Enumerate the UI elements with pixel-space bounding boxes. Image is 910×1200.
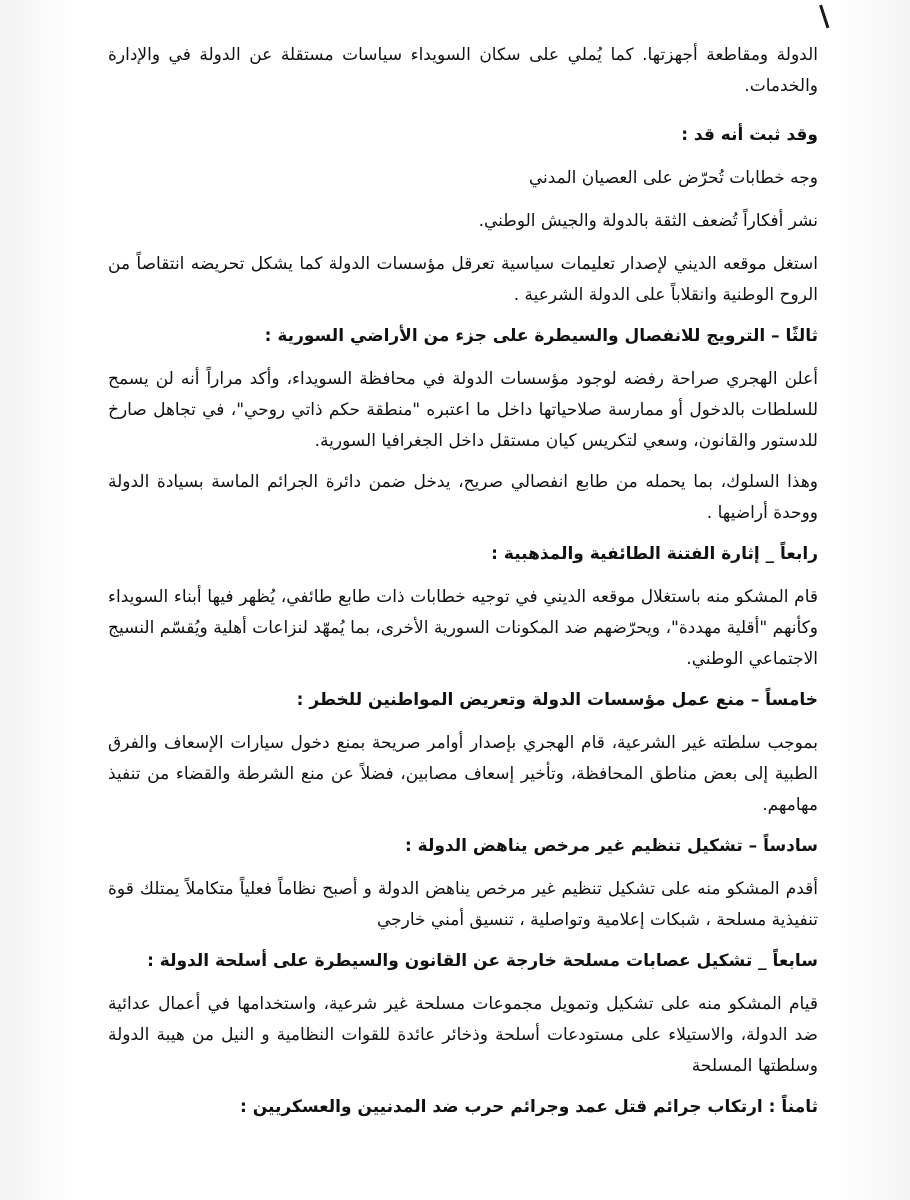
section-7-heading: سابعاً _ تشكيل عصابات مسلحة خارجة عن القانون والسيطرة على أسلحة الدولة : — [147, 951, 818, 971]
proven-item-2: نشر أفكاراً تُضعف الثقة بالدولة والجيش الوطني. — [478, 211, 818, 231]
section-7-paragraph-1: قيام المشكو منه على تشكيل وتمويل مجموعات مسلحة غير شرعية، واستخدامها في أعمال عدائية ضد الدولة، والاستيلاء على مستودعات أسلحة وذخائر عائدة للقوات النظامية و النيل من هيبة الدولة وسلطتها المسلحة — [108, 994, 818, 1076]
document-body — [108, 40, 818, 1135]
section-4-heading: رابعاً _ إثارة الفتنة الطائفية والمذهبية : — [491, 544, 818, 564]
section-5-paragraph-1: بموجب سلطته غير الشرعية، قام الهجري بإصدار أوامر صريحة بمنع دخول سيارات الإسعاف والفرق الطبية إلى بعض مناطق المحافظة، وتأخير إسعاف مصابين، فضلاً عن منع الشرطة والقضاء من تنفيذ مهامهم. — [108, 733, 818, 815]
proven-heading: وقد ثبت أنه قد : — [681, 125, 818, 145]
section-8-heading: ثامناً : ارتكاب جرائم قتل عمد وجرائم حرب ضد المدنيين والعسكريين : — [240, 1097, 818, 1117]
section-5-heading: خامساً – منع عمل مؤسسات الدولة وتعريض المواطنين للخطر : — [296, 690, 818, 710]
intro-paragraph: الدولة ومقاطعة أجهزتها. كما يُملي على سكان السويداء سياسات مستقلة عن الدولة في والإدارة والخدمات. — [108, 45, 818, 96]
section-6-heading: سادساً – تشكيل تنظيم غير مرخص يناهض الدولة : — [404, 836, 818, 856]
proven-item-1: وجه خطابات تُحرّض على العصيان المدني — [528, 168, 818, 188]
section-3-paragraph-1: أعلن الهجري صراحة رفضه لوجود مؤسسات الدولة في محافظة السويداء، وأكد مراراً أنه لن يسمح للسلطات بالدخول أو ممارسة صلاحياتها داخل ما اعتبره "منطقة حكم ذاتي روحي"، في تجاهل صارخ للدستور والقانون، وسعي لتكريس كيان مستقل داخل الجغرافيا السورية. — [108, 369, 818, 451]
section-3-heading: ثالثًا – الترويج للانفصال والسيطرة على جزء من الأراضي السورية : — [264, 326, 818, 346]
pen-mark — [810, 5, 830, 32]
section-6-paragraph-1: أقدم المشكو منه على تشكيل تنظيم غير مرخص يناهض الدولة و أصبح نظاماً فعلياً متكاملاً يمتلك قوة تنفيذية مسلحة ، شبكات إعلامية وتواصلية ، تنسيق أمني خارجي — [108, 879, 818, 930]
section-3-paragraph-2: وهذا السلوك، بما يحمله من طابع انفصالي صريح، يدخل ضمن دائرة الجرائم الماسة بسيادة الدولة ووحدة أراضيها . — [108, 472, 818, 523]
section-4-paragraph-1: قام المشكو منه باستغلال موقعه الديني في توجيه خطابات ذات طابع طائفي، يُظهر فيها أبناء السويداء وكأنهم "أقلية مهددة"، ويحرّضهم ضد المكونات السورية الأخرى، بما يُمهّد لنزاعات أهلية ويُقسّم النسيج الاجتماعي الوطني. — [108, 587, 818, 669]
proven-item-3: استغل موقعه الديني لإصدار تعليمات سياسية تعرقل مؤسسات الدولة كما يشكل تحريضه انتقاصاً من الروح الوطنية وانقلاباً على الدولة الشرعية . — [108, 254, 818, 305]
